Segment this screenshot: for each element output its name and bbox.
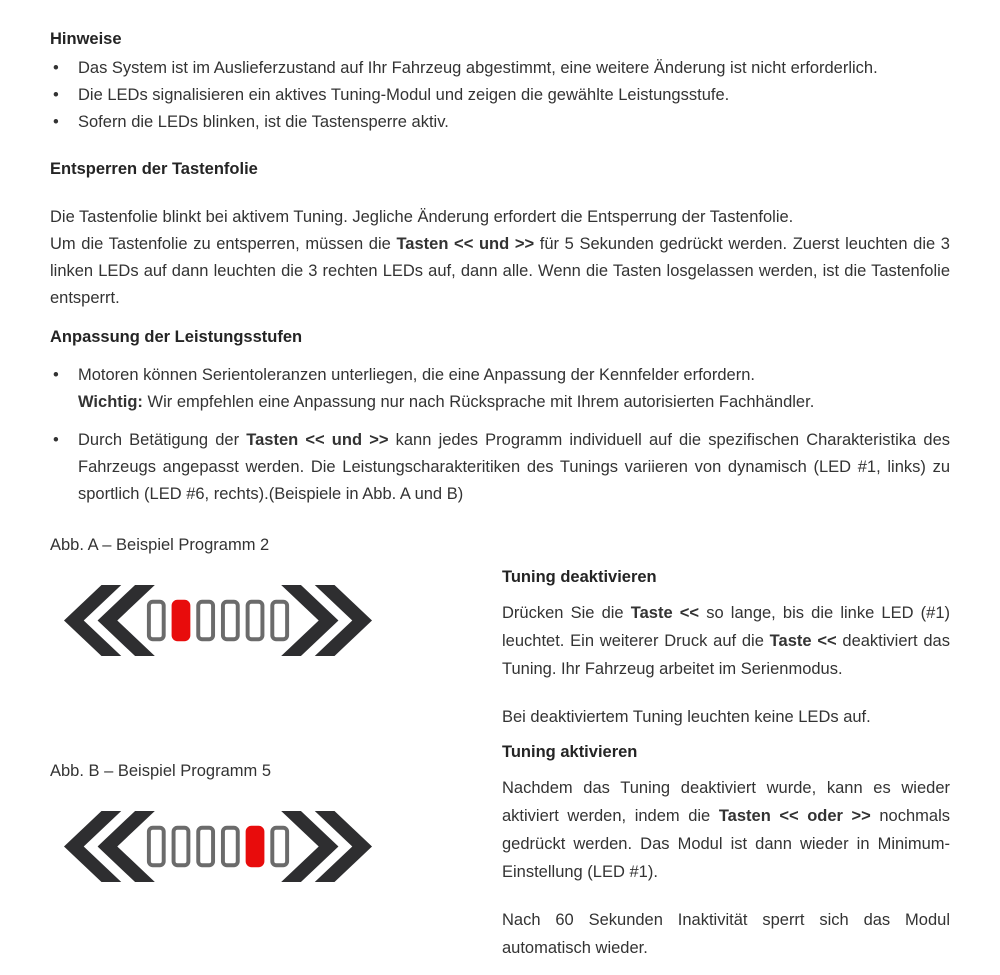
anpassung-bullet-list bbox=[50, 362, 950, 508]
instructions-column bbox=[502, 532, 950, 962]
entsperren-paragraph: Die Tastenfolie blinkt bei aktivem Tuning. Jegliche Änderung erfordert die Entsperrung der Tastenfolie. Um die Tastenfolie zu entsperren, müssen die Tasten << und >> für 5 Sekunden gedrückt werden. Zuerst leuchten die 3 linken LEDs auf dann leuchten die 3 rechten LEDs auf, dann alle. Wenn die Tasten losgelassen werden, ist die Tastenfolie entsperrt. bbox=[50, 208, 950, 307]
led-off bbox=[149, 602, 164, 640]
led-row bbox=[149, 602, 287, 640]
tuning-aktivieren-paragraph: Nachdem das Tuning deaktiviert wurde, kann es wieder aktiviert werden, indem die Tasten << oder >> nochmals gedrückt werden. Das Modul ist dann wieder in Minimum-Einstellung (LED #1). bbox=[502, 779, 950, 881]
led-off bbox=[248, 602, 263, 640]
led-display-figure-a bbox=[62, 581, 374, 660]
anpassung-heading: Anpassung der Leistungsstufen bbox=[50, 328, 303, 346]
led-on bbox=[248, 828, 263, 866]
entsperren-heading: Entsperren der Tastenfolie bbox=[50, 160, 258, 178]
double-chevron-right-icon bbox=[281, 585, 372, 656]
tuning-deaktivieren-heading: Tuning deaktivieren bbox=[502, 568, 657, 586]
hinweise-bullet-list bbox=[50, 55, 950, 136]
figure-b-label: Abb. B – Beispiel Programm 5 bbox=[50, 761, 272, 780]
led-off bbox=[223, 828, 238, 866]
led-row bbox=[149, 828, 287, 866]
section-entsperren bbox=[50, 156, 950, 312]
list-item: • Motoren können Serientoleranzen unterliegen, die eine Anpassung der Kennfelder erfordern. Wichtig: Wir empfehlen eine Anpassung nur nach Rücksprache mit Ihrem autorisierten Fachhändler. bbox=[50, 362, 950, 416]
led-off bbox=[272, 602, 287, 640]
double-chevron-left-icon bbox=[64, 585, 155, 656]
figure-a-label: Abb. A – Beispiel Programm 2 bbox=[50, 536, 270, 554]
tuning-deaktivieren-note: Bei deaktiviertem Tuning leuchten keine LEDs auf. bbox=[502, 708, 871, 726]
led-off bbox=[223, 602, 238, 640]
list-item: • Durch Betätigung der Tasten << und >> kann jedes Programm individuell auf die spezifischen Charakteristika des Fahrzeugs angepasst werden. Die Leistungscharakteritiken des Tunings variieren von dynamisch (LED #1, links) zu sportlich (LED #6, rechts).(Beispiele in Abb. A und B) bbox=[50, 427, 950, 508]
led-display-figure-b bbox=[62, 807, 374, 886]
led-off bbox=[174, 828, 189, 866]
hinweise-heading: Hinweise bbox=[50, 30, 122, 48]
led-on bbox=[174, 602, 189, 640]
tuning-aktivieren-heading: Tuning aktivieren bbox=[502, 743, 638, 761]
list-item: • Die LEDs signalisieren ein aktives Tuning-Modul und zeigen die gewählte Leistungsstufe. bbox=[50, 82, 950, 109]
list-item: • Das System ist im Auslieferzustand auf Ihr Fahrzeug abgestimmt, eine weitere Änderung ist nicht erforderlich. bbox=[50, 55, 950, 82]
figures-column bbox=[50, 532, 502, 962]
tuning-deaktivieren-paragraph: Drücken Sie die Taste << so lange, bis die linke LED (#1) leuchtet. Ein weiterer Druck auf die Taste << deaktiviert das Tuning. Ihr Fahrzeug arbeitet im Serienmodus. bbox=[502, 604, 951, 678]
double-chevron-right-icon bbox=[281, 811, 372, 882]
led-off bbox=[198, 602, 213, 640]
led-off bbox=[198, 828, 213, 866]
list-item: • Sofern die LEDs blinken, ist die Tastensperre aktiv. bbox=[50, 109, 950, 136]
figures-and-instructions-row bbox=[50, 532, 950, 962]
section-hinweise bbox=[50, 26, 950, 136]
double-chevron-left-icon bbox=[64, 811, 155, 882]
section-anpassung bbox=[50, 324, 950, 508]
led-off bbox=[272, 828, 287, 866]
tuning-aktivieren-note: Nach 60 Sekunden Inaktivität sperrt sich das Modul automatisch wieder. bbox=[502, 911, 950, 957]
led-off bbox=[149, 828, 164, 866]
